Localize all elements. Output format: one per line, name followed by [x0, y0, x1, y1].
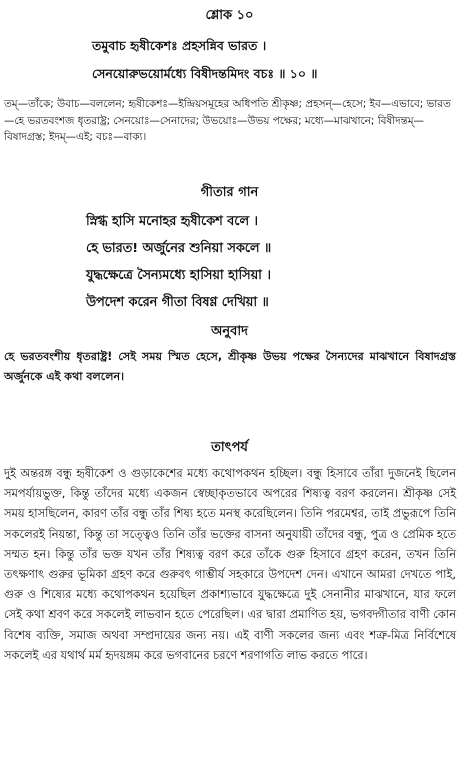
translation-heading: অনুবাদ [211, 324, 248, 339]
song-line: যুদ্ধক্ষেত্রে সৈন্যমধ্যে হাসিয়া হাসিয়া । [86, 268, 271, 283]
purport-heading: তাৎপর্য [211, 440, 248, 455]
word-meaning-paragraph: তম্—তাঁকে; উবাচ—বললেন; হৃষীকেশঃ—ইন্দ্রিয়সমূহের অধিপতি শ্রীকৃষ্ণ; প্রহসন্—হেসে; ইব—এভাবে; ভারত—হে ভরতবংশজ ধৃতরাষ্ট্র; সেনয়োঃ—সেনাদের; উভয়োঃ—উভয় পক্ষের; মধ্যে—মাঝখানে; বিষীদন্তম্—বিষাদগ্রস্ত; ইদম্—এই; বচঃ—বাক্য। [4, 98, 451, 143]
verse-line: তমুবাচ হৃষীকেশঃ প্রহসন্নিব ভারত । [92, 38, 267, 53]
purport-paragraph: দুই অন্তরঙ্গ বন্ধু হৃষীকেশ ও গুড়াকেশের মধ্যে কথোপকথন হচ্ছিল। বন্ধু হিসাবে তাঁরা দুজনেই ছিলেন সমপর্যায়ভুক্ত, কিন্তু তাঁদের মধ্যে একজন স্বেচ্ছাকৃতভাবে অপরের শিষ্যত্ব বরণ করলেন। শ্রীকৃষ্ণ সেই সময় হাসছিলেন, কারণ তাঁর বন্ধু তাঁর শিষ্য হতে মনস্থ করেছিলেন। তিনি পরমেশ্বর, তাই প্রভুরূপে তিনি সকলেরই নিয়ন্তা, কিন্তু তা সত্ত্বেও তিনি তাঁর ভক্তের বাসনা অনুযায়ী তাঁদের বন্ধু, পুত্র ও প্রেমিক হতে সম্মত হন। কিন্তু তাঁর ভক্ত যখন তাঁর শিষ্যত্ব বরণ করে তাঁকে গুরু হিসাবে গ্রহণ করেন, তখন তিনি তৎক্ষণাৎ গুরুর ভূমিকা গ্রহণ করে গুরুবৎ গাম্ভীর্য সহকারে উপদেশ দেন। এখানে আমরা দেখতে পাই, গুরু ও শিষ্যের মধ্যে কথোপকথন হয়েছিল প্রকাশ্যভাবে যুদ্ধক্ষেত্রে দুই সেনানীর মাঝখানে, যার ফলে সেই কথা শ্রবণ করে সকলেই লাভবান হতে পেরেছিল। এর দ্বারা প্রমাণিত হয়, ভগবদ্গীতার বাণী কোন বিশেষ ব্যক্তি, সমাজ অথবা সম্প্রদায়ের জন্য নয়। এই বাণী সকলের জন্য এবং শত্রু-মিত্র নির্বিশেষে সকলেই এর যথার্থ মর্ম হৃদয়ঙ্গম করে ভগবানের চরণে শরণাগতি লাভ করতে পারে। [4, 466, 456, 662]
verse-heading: শ্লোক ১০ [205, 8, 254, 23]
song-line: স্নিগ্ধ হাসি মনোহর হৃষীকেশ বলে । [86, 214, 259, 229]
translation-paragraph: হে ভরতবংশীয় ধৃতরাষ্ট্র! সেই সময় স্মিত হেসে, শ্রীকৃষ্ণ উভয় পক্ষের সৈন্যদের মাঝখানে বিষাদগ্রস্ত অর্জুনকে এই কথা বললেন। [4, 350, 456, 383]
song-line: উপদেশ করেন গীতা বিষণ্ণ দেখিয়া ॥ [86, 295, 269, 310]
song-heading: গীতার গান [200, 185, 259, 200]
verse-line: সেনয়োরুভয়োর্মধ্যে বিষীদন্তমিদং বচঃ ॥ ১০ ॥ [92, 66, 318, 81]
song-line: হে ভারত! অর্জুনের শুনিয়া সকলে ॥ [86, 241, 272, 256]
